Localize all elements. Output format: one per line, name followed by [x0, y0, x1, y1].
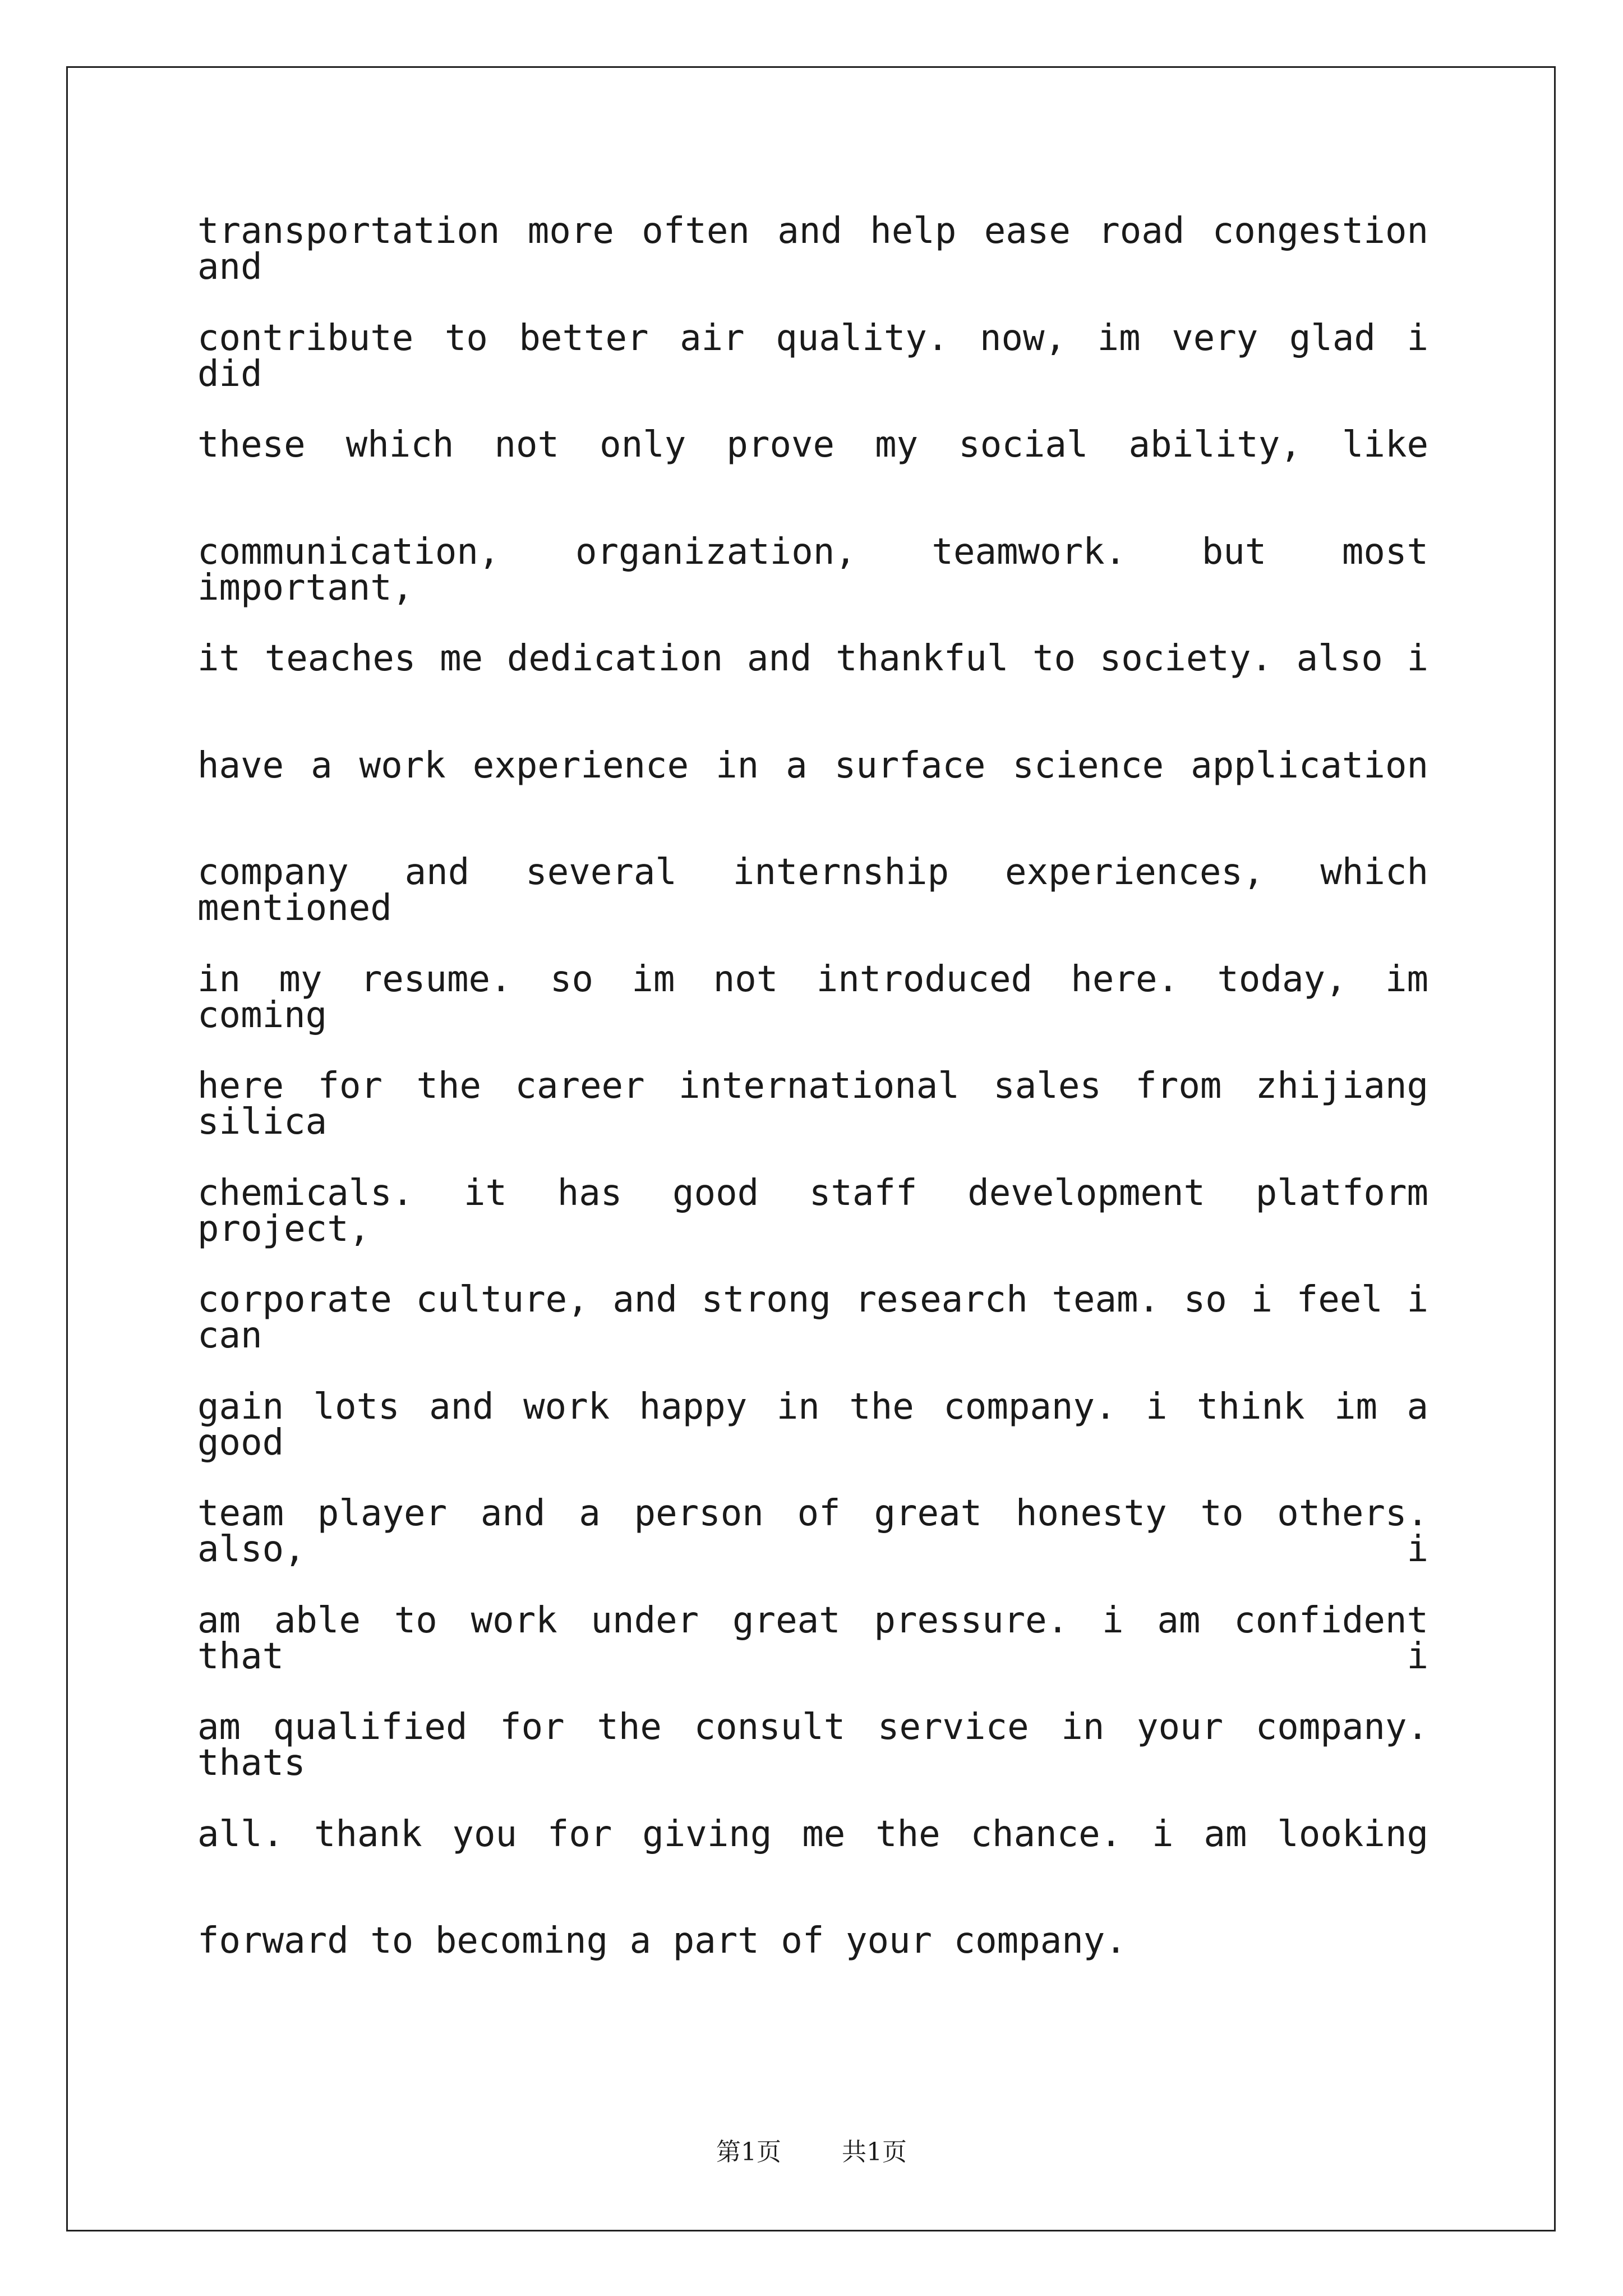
text-line: here for the career international sales from zhijiang silica: [197, 1065, 1428, 1143]
text-line: corporate culture, and strong research team. so i feel i can: [197, 1279, 1428, 1356]
text-line: these which not only prove my social ability, like: [197, 424, 1428, 466]
page-number-footer: 第1页 共1页: [716, 2138, 907, 2166]
text-line: chemicals. it has good staff development platform project,: [197, 1172, 1428, 1250]
text-line: team player and a person of great honesty to others. also, i: [197, 1493, 1428, 1570]
text-line: company and several internship experiences, which mentioned: [197, 852, 1428, 929]
text-line: it teaches me dedication and thankful to society. also i: [197, 638, 1428, 679]
text-line: communication, organization, teamwork. but most important,: [197, 531, 1428, 609]
document-body: [197, 210, 1428, 2030]
text-line: am able to work under great pressure. i am confident that i: [197, 1599, 1428, 1677]
text-line: all. thank you for giving me the chance. i am looking: [197, 1813, 1428, 1855]
text-line: forward to becoming a part of your company.: [197, 1920, 1127, 1962]
text-line: contribute to better air quality. now, im very glad i did: [197, 317, 1428, 395]
text-line: transportation more often and help ease road congestion and: [197, 210, 1428, 288]
text-line: gain lots and work happy in the company. i think im a good: [197, 1386, 1428, 1464]
text-line: in my resume. so im not introduced here. today, im coming: [197, 958, 1428, 1036]
text-line: have a work experience in a surface science application: [197, 744, 1428, 786]
text-line: am qualified for the consult service in your company. thats: [197, 1706, 1428, 1784]
